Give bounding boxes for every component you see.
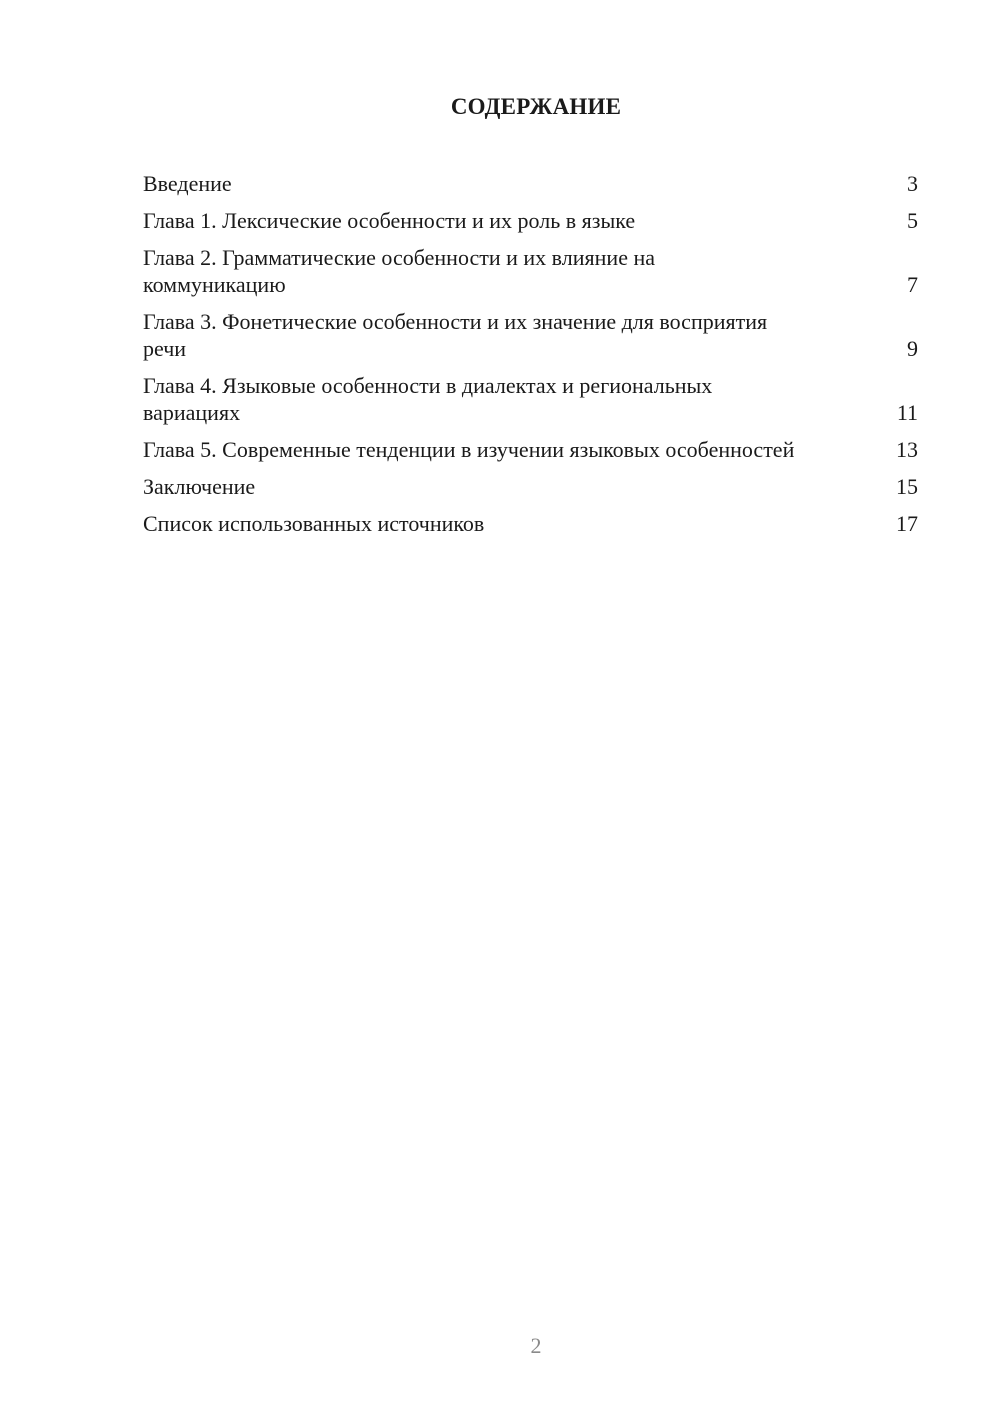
- toc-entry-page: 15: [896, 474, 918, 499]
- toc-entry-conclusion: [143, 473, 918, 500]
- toc-title: СОДЕРЖАНИЕ: [450, 94, 622, 119]
- toc-entry-chapter-5: [143, 436, 918, 463]
- toc-entry-title: Список использованных источников: [143, 511, 485, 536]
- toc-entry-page: 7: [907, 272, 918, 297]
- toc-entry-references: [143, 510, 918, 537]
- toc-entry-title: Глава 3. Фонетические особенности и их значение для восприятия речи: [143, 309, 768, 361]
- toc-entry-page: 5: [907, 208, 918, 233]
- toc-entry-page: 11: [896, 400, 918, 425]
- toc-entry-introduction: [143, 170, 918, 197]
- toc-entry-chapter-2: [143, 244, 918, 298]
- toc-entry-chapter-3: [143, 308, 918, 362]
- toc-entry-title: Глава 2. Грамматические особенности и их влияние на коммуникацию: [143, 245, 656, 297]
- table-of-contents: [143, 170, 918, 547]
- toc-entry-title: Глава 5. Современные тенденции в изучении языковых особенностей: [143, 437, 795, 462]
- toc-entry-title: Глава 1. Лексические особенности и их роль в языке: [143, 208, 636, 233]
- toc-entry-title: Глава 4. Языковые особенности в диалектах и региональных вариациях: [143, 373, 713, 425]
- toc-entry-page: 13: [896, 437, 918, 462]
- toc-entry-page: 17: [896, 511, 918, 536]
- toc-entry-chapter-1: [143, 207, 918, 234]
- toc-entry-title: Введение: [143, 171, 232, 196]
- toc-entry-page: 3: [907, 171, 918, 196]
- toc-entry-page: 9: [907, 336, 918, 361]
- toc-entry-chapter-4: [143, 372, 918, 426]
- page-number: 2: [530, 1333, 542, 1358]
- toc-entry-title: Заключение: [143, 474, 256, 499]
